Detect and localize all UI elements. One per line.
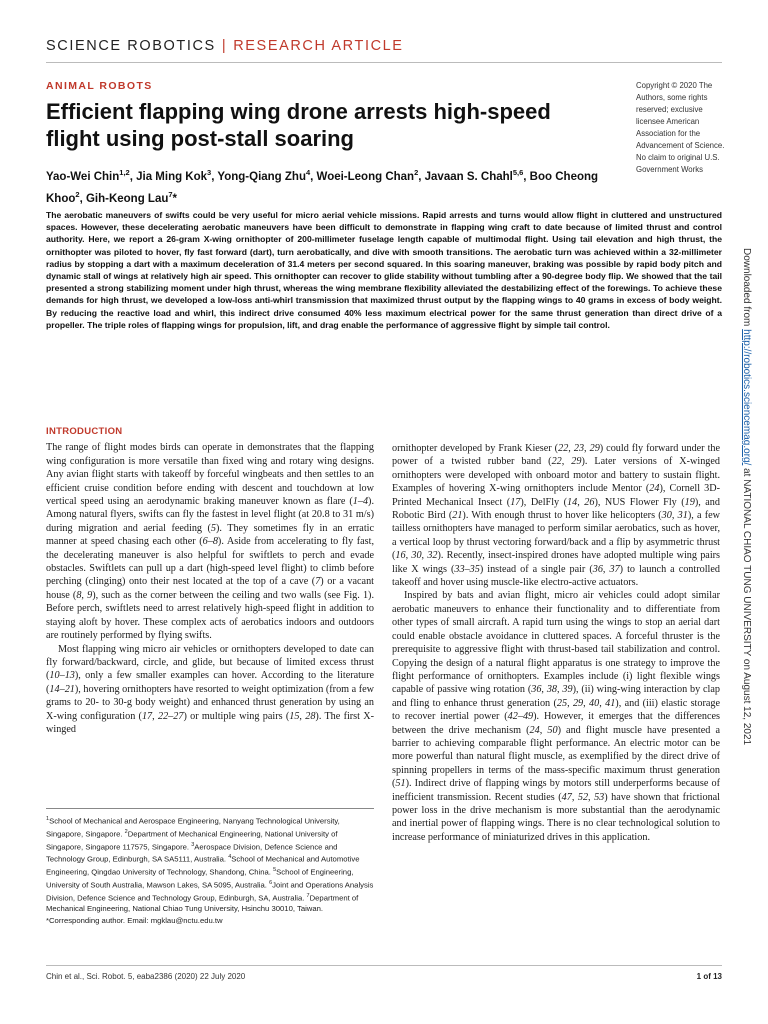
journal-separator: | [221,38,228,54]
page-number: 1 of 13 [696,972,722,981]
journal-header [46,38,404,54]
section-heading-introduction: INTRODUCTION [46,426,123,437]
author-list: Yao-Wei Chin$^{1,2}$, Jia Ming Kok$^3$, Yong-Qiang Zhu$^4$, Woei-Leong Chan$^2$, Javaan S. Chahl$^{5,6}$, Boo Cheong Khoo$^2$, Gih-Keong Lau$^7$* [46,168,599,205]
section-label: ANIMAL ROBOTS [46,80,153,92]
download-link[interactable]: http://robotics.sciencemag.org/ [741,329,752,466]
download-note-prefix: Downloaded from [741,248,752,330]
body-paragraph: Most flapping wing micro air vehicles or ornithopters developed to date can fly forward/backward, circle, and glide, but because of limited excess thrust (10–13), only a few smaller examples can hover. According to the literature (14–21), hovering ornithopters have resorted to weight optimization (from a few grams to 20- to 30-g body weight) and enhanced thrust generation by using an X-wing configuration (17, 22–27) or multiple wing pairs (15, 28). The first X-winged [46,643,374,735]
body-paragraph: ornithopter developed by Frank Kieser (22, 23, 29) could fly forward under the power of a twisted rubber band (22, 29). Later versions of X-winged ornithopters were developed with onboard motor and battery to sustain flight. Examples of hovering X-wing ornithopters include Mentor (24), Cornell 3D-Printed Mechanical Insect (17), DelFly (14, 26), NUS Flower Fly (19), and Robotic Bird (21). With enough thrust to hover like helicopters (30, 31), a few tailless ornithopters have managed to perform similar aerobatics, such as hover, a vertical loop by thrust vectoring forward/back and a flip by asymmetric thrust (16, 30, 32). Recently, insect-inspired drones have adopted multiple wing pairs like X wings (33–35) instead of a single pair (36, 37) to launch a controlled takeoff and hover using muscle-like electro-active actuators. [392,443,721,589]
header-rule [46,62,722,63]
footer-rule [46,965,722,966]
article-title: Efficient flapping wing drone arrests high-speed flight using post-stall soaring [46,99,551,151]
footer-citation: Chin et al., Sci. Robot. 5, eaba2386 (2020) 22 July 2020 [46,972,246,981]
download-note-suffix: at NATIONAL CHIAO TUNG UNIVERSITY on August 12, 2021 [741,465,752,746]
body-paragraph: The range of flight modes birds can operate in demonstrates that the flapping wing configuration is more versatile than fixed wing and rotary wing designs. Any avian flight starts with takeoff by forceful wingbeats and then settles to an efficient cruise condition before ending with descent and touchdown at low vertical speed using an aerodynamic braking maneuver known as flare (1–4). Among natural flyers, swifts can fly the fastest in level flight (at 20.8 to 31 m/s) during migration and aerial feeding (5). They sometimes fly in an erratic manner at speed chasing each other (6–8). Aside from accelerating to fly fast, the decelerating maneuver is also helpful for swiftlets to perch and evade obstacles. Swiftlets can pull up a dart (high-speed level flight) to climb before perching (clinging) onto their nest located at the top of a cave (7) or a vacant house (8, 9), such as the corner between the ceiling and two walls (see Fig. 1). Before perch, swiftlets need to arrest relatively high-speed flight in addition to staying aloft by hover. These complex acts of aerobatics indoors and outdoors are routinely performed by flying swifts. [46,442,375,642]
affiliations: $^1$School of Mechanical and Aerospace Engineering, Nanyang Technological University, Singapore, Singapore. $^2$Department of Mechanical Engineering, National University of Singapore, Singapore 117575, Singapore. $^3$Aerospace Division, Defence Science and Technology Group, Edinburgh, SA SA5111, Australia. $^4$School of Mechanical and Automotive Engineering, Qingdao University of Technology, Shandong, China. $^5$School of Engineering, University of South Australia, Mawson Lakes, SA 5095, Australia. $^6$Joint and Operations Analysis Division, Defence Science and Technology Group, Edinburgh, SA, Australia. $^7$Department of Mechanical Engineering, National Chiao Tung University, Hsinchu 30010, Taiwan. *Corresponding author. Email: mgklau@nctu.edu.tw [46,816,374,925]
body-column-left [46,425,374,736]
article-type: RESEARCH ARTICLE [233,38,404,54]
affiliations-rule [46,808,374,809]
abstract: The aerobatic maneuvers of swifts could be very useful for micro aerial vehicle missions. Rapid arrests and turns would allow flight in cluttered and unstructured spaces. However, these decelerating aerobatic maneuvers have been difficult to demonstrate in flapping wing craft to date because of limited thrust and control authority. Here, we report a 26-gram X-wing ornithopter of 200-millimeter fuselage length capable of multimodal flight. Using tail elevation and high thrust, the ornithopter was piloted to hover, fly fast forward (dart), turn aerobatically, and dive with smooth transitions. The aerobatic turn was achieved within a 32-millimeter radius by stopping a dart with a maximum deceleration of 31.4 meters per second squared. In this soaring maneuver, braking was possible by rapid body pitch and dynamic stall of wings at relatively high air speed. This ornithopter can recover to glide stability without tumbling after a 90-degree body flip. We showed that the tail presented a strong stabilizing moment under high thrust, whereas the wing membrane flexibility alleviated the destabilizing effect of the forewings. To achieve these demands for high thrust, we developed a low-loss anti-whirl transmission that maximized thrust output by the flapping wings to 40 grams in excess of body weight. By reducing the reactive load and whirl, this indirect drive consumed 40% less maximum electrical power for the same thrust generation than direct drive of a propeller. The triple roles of flapping wings for propulsion, lift, and drag enable the performance of aggressive flight by simple tail control. [46,210,722,330]
body-column-right [392,442,720,844]
copyright-notice: Copyright © 2020 The Authors, some rights reserved; exclusive licensee American Association for the Advancement of Science. No claim to original U.S. Government Works [636,81,725,174]
download-note [741,248,752,745]
journal-name: SCIENCE ROBOTICS [46,38,216,54]
body-paragraph: Inspired by bats and avian flight, micro air vehicles could adopt similar aerobatic maneuvers to enhance their functionality and to differentiate from other types of small aircraft. A rapid turn using the wings to stop an aerial dart could enable obstacle avoidance in cluttered spaces. A forceful thruster is the prerequisite to aggressive flight with thrust-based tail stabilization and control. Copying the design of a natural flight apparatus is one strategy to improve the flight performance of ornithopters. Examples include (i) light flexible wings capable of passive wing rotation (36, 38, 39), (ii) wing-wing interaction by clap and fling to enhance thrust generation (25, 29, 40, 41), and (iii) elastic storage to recover inertial power (42–49). However, it emerges that the differences between the drive mechanism (24, 50) and flight muscle have presented a barrier to achieving comparable flight performance. An electric motor can be more powerful than natural flight muscle, as exemplified by the direct drive of spinning propellers in terms of the mass-specific maximum thrust generation (51). Indirect drive of flapping wings by motors still underperforms because of inefficient transmission. Recent studies (47, 52, 53) have shown that frictional power loss in the drive mechanism is more substantial than the aerodynamic and inertial power of flapping wings. There is no clear technological solution to increase performance of miniaturized drives in this application. [392,590,721,843]
